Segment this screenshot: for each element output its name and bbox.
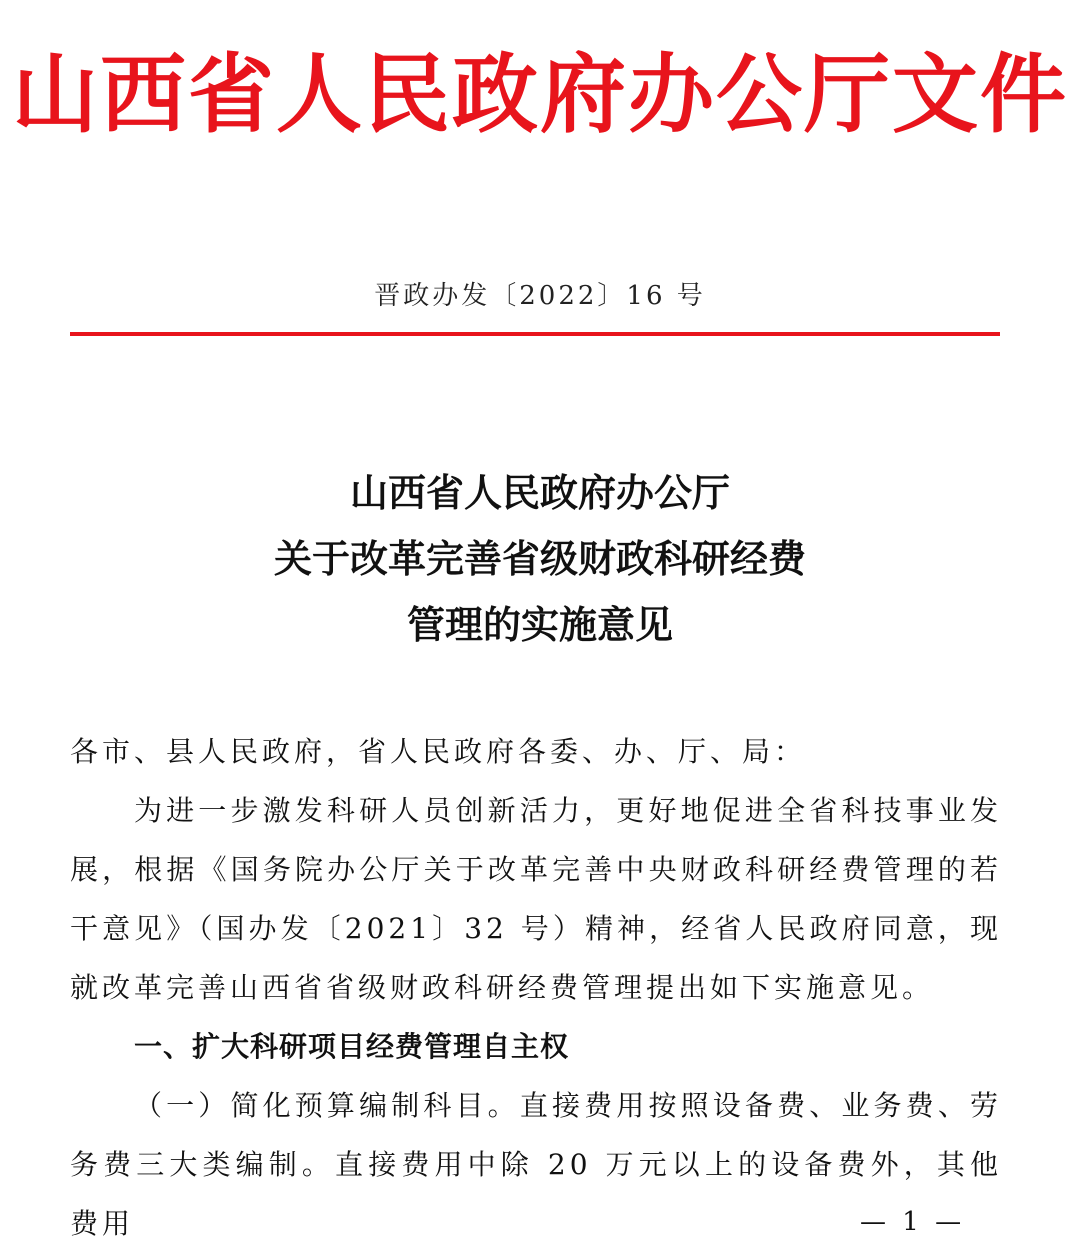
document-title	[0, 460, 1080, 658]
document-title-line-1: 山西省人民政府办公厅	[349, 470, 730, 515]
document-title-line-3: 管理的实施意见	[406, 602, 673, 647]
document-body	[70, 722, 1002, 1253]
document-header-title: 山西省人民政府办公厅文件	[12, 44, 1068, 145]
section-heading: 一、扩大科研项目经费管理自主权	[134, 1030, 570, 1063]
item-paragraph: （一）简化预算编制科目。直接费用按照设备费、业务费、劳务费三大类编制。直接费用中除 20 万元以上的设备费外，其他费用	[70, 1089, 1002, 1240]
red-divider-line	[70, 332, 1000, 336]
salutation: 各市、县人民政府，省人民政府各委、办、厅、局：	[70, 735, 807, 768]
document-title-line-2: 关于改革完善省级财政科研经费	[273, 536, 806, 581]
document-number: 晋政办发〔2022〕16 号	[374, 281, 706, 311]
intro-paragraph: 为进一步激发科研人员创新活力，更好地促进全省科技事业发展，根据《国务院办公厅关于改革完善中央财政科研经费管理的若干意见》（国办发〔2021〕32 号）精神，经省人民政府同意，现就改革完善山西省省级财政科研经费管理提出如下实施意见。	[70, 794, 1002, 1004]
page-number: — 1 —	[860, 1207, 966, 1237]
